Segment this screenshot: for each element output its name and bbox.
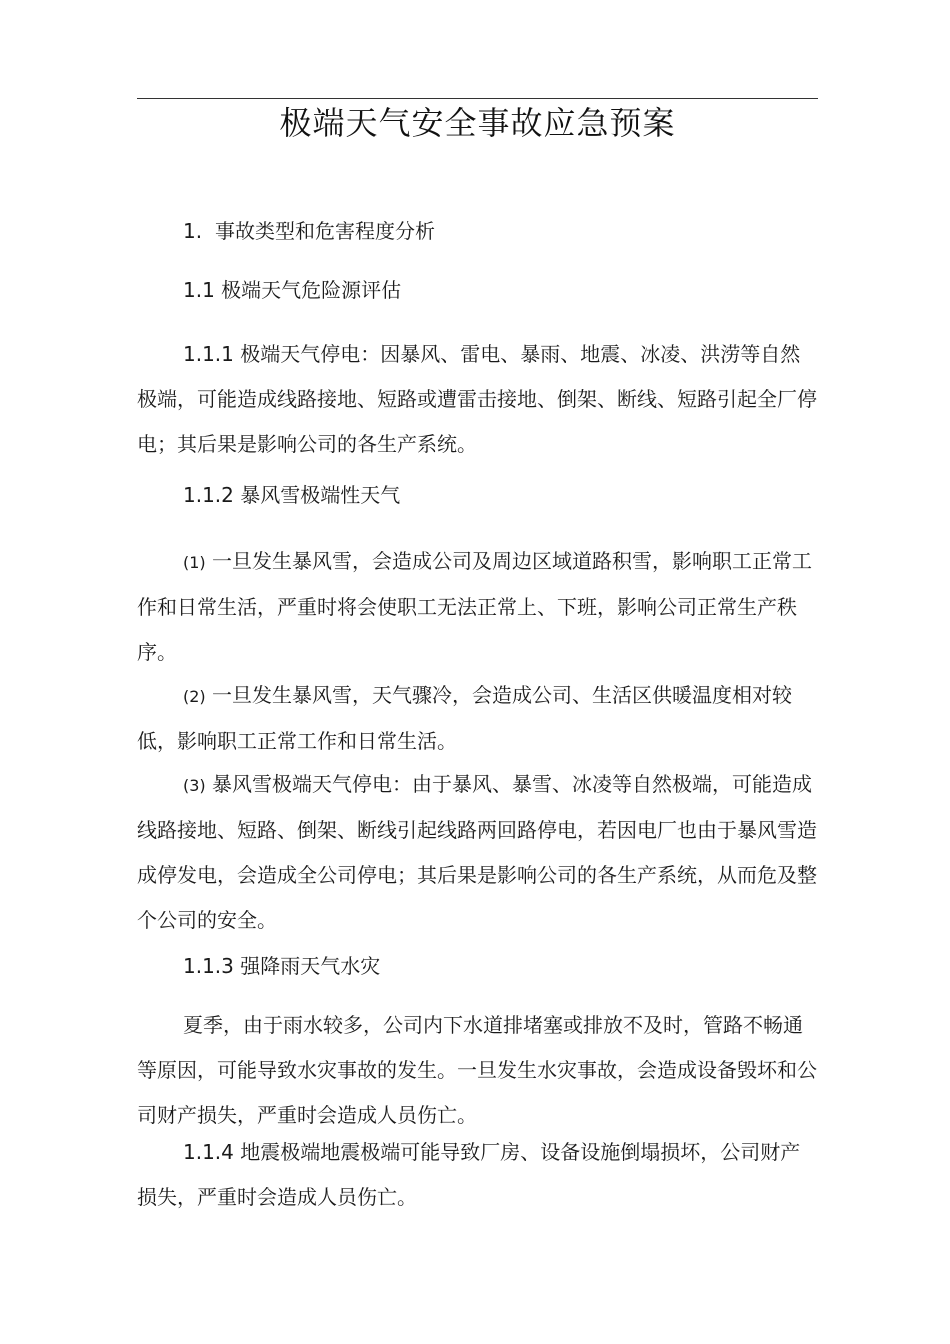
list-item-marker: (3) — [183, 776, 206, 795]
section-heading-1-1-2: 1.1.2 暴风雪极端性天气 — [183, 483, 401, 507]
section-heading-text: 事故类型和危害程度分析 — [215, 219, 435, 243]
list-item-3 — [137, 762, 818, 943]
section-heading-1-1-3: 1.1.3 强降雨天气水灾 — [183, 954, 381, 978]
list-item-1 — [137, 539, 818, 675]
paragraph-1-1-1: 1.1.1 极端天气停电：因暴风、雷电、暴雨、地震、冰凌、洪涝等自然极端，可能造成线路接地、短路或遭雷击接地、倒架、断线、短路引起全厂停电；其后果是影响公司的各生产系统。 — [137, 342, 817, 456]
list-item-text: 暴风雪极端天气停电：由于暴风、暴雪、冰凌等自然极端，可能造成线路接地、短路、倒架、断线引起线路两回路停电，若因电厂也由于暴风雪造成停发电，会造成全公司停电；其后果是影响公司的各生产系统，从而危及整个公司的安全。 — [137, 772, 817, 932]
paragraph-1-1-4: 1.1.4 地震极端地震极端可能导致厂房、设备设施倒塌损坏，公司财产损失，严重时会造成人员伤亡。 — [137, 1140, 801, 1209]
header-rule — [137, 98, 818, 99]
section-number: 1. — [183, 219, 203, 243]
section-heading-1-1: 1.1 极端天气危险源评估 — [183, 278, 402, 302]
paragraph-summer-flood: 夏季，由于雨水较多，公司内下水道排堵塞或排放不及时，管路不畅通等原因，可能导致水灾事故的发生。一旦发生水灾事故，会造成设备毁坏和公司财产损失，严重时会造成人员伤亡。 — [137, 1013, 817, 1127]
list-item-marker: (2) — [183, 687, 206, 706]
list-item-marker: (1) — [183, 553, 206, 572]
document-title: 极端天气安全事故应急预案 — [279, 104, 676, 142]
list-item-text: 一旦发生暴风雪，会造成公司及周边区域道路积雪，影响职工正常工作和日常生活，严重时将会使职工无法正常上、下班，影响公司正常生产秩序。 — [137, 549, 813, 664]
list-item-2 — [137, 673, 818, 764]
section-heading-1 — [137, 209, 864, 254]
list-item-text: 一旦发生暴风雪，天气骤冷，会造成公司、生活区供暖温度相对较低，影响职工正常工作和日常生活。 — [137, 683, 793, 753]
